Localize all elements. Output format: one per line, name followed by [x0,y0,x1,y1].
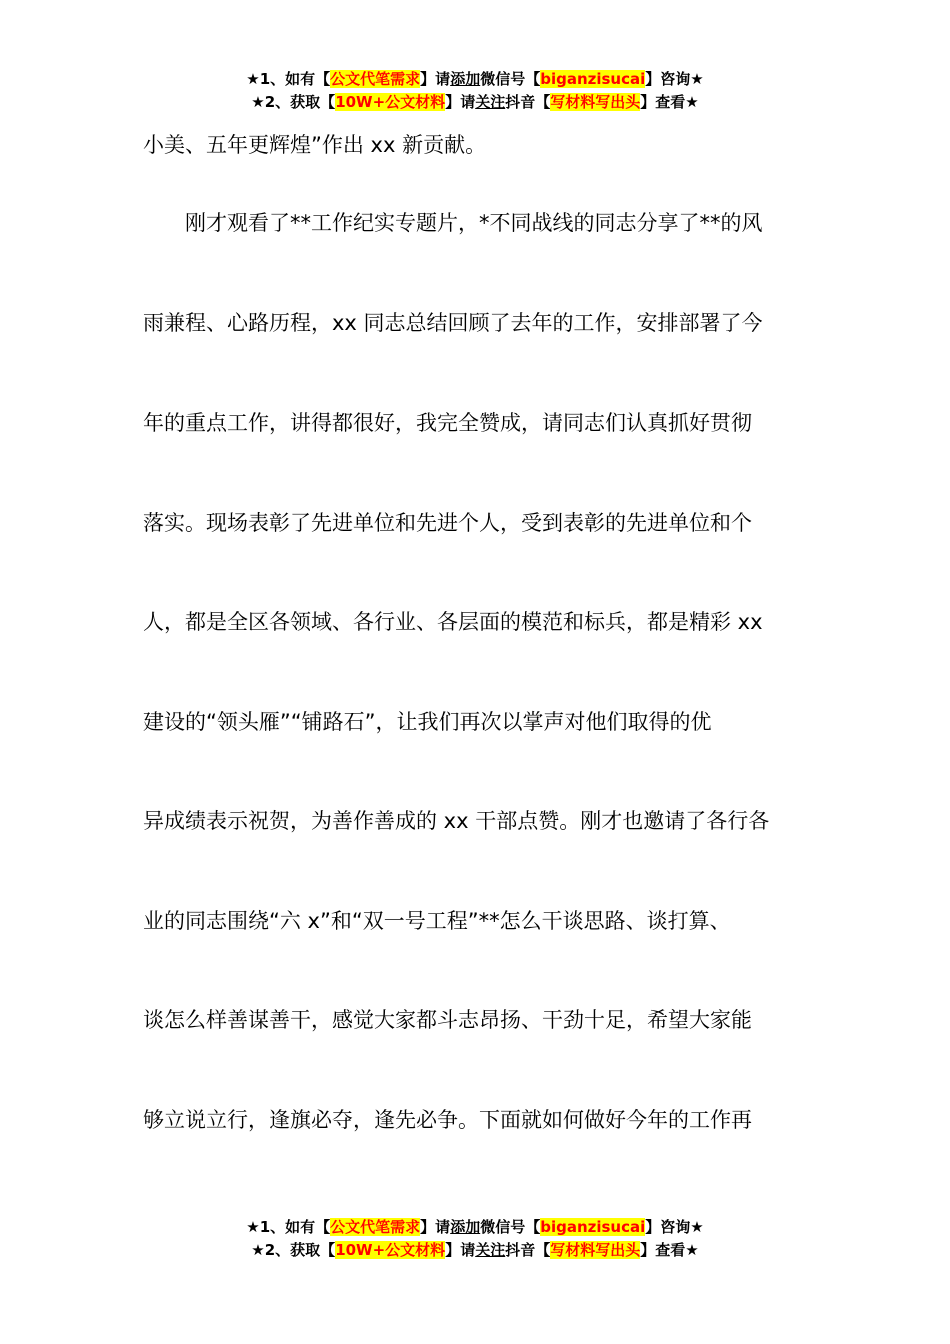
banner-underline: 添加 [450,1218,481,1236]
body-line: 业的同志围绕“六 x”和“双一号工程”**怎么干谈思路、谈打算、 [143,909,731,933]
body-line: 小美、五年更辉煌”作出 xx 新贡献。 [143,133,487,157]
banner-text: 】咨询★ [645,70,704,88]
body-line: 刚才观看了**工作纪实专题片，*不同战线的同志分享了**的风 [143,211,763,235]
banner-highlight: 写材料写出头 [550,93,641,111]
banner-highlight: biganzisucai [540,1218,646,1236]
banner-line-1 [0,1216,950,1239]
body-line: 异成绩表示祝贺，为善作善成的 xx 干部点赞。刚才也邀请了各行各 [143,809,770,833]
banner-line-2 [0,91,950,114]
body-line: 建设的“领头雁”“铺路石”，让我们再次以掌声对他们取得的优 [143,710,712,734]
banner-text: 微信号【 [480,1218,541,1236]
banner-text: 】查看★ [640,1241,699,1259]
banner-underline: 关注 [475,1241,506,1259]
banner-text: 微信号【 [480,70,541,88]
banner-text: 】咨询★ [645,1218,704,1236]
banner-highlight: 公文代笔需求 [330,1218,421,1236]
banner-highlight: 写材料写出头 [550,1241,641,1259]
banner-underline: 添加 [450,70,481,88]
banner-text: 】查看★ [640,93,699,111]
header-banner [0,68,950,114]
banner-highlight: biganzisucai [540,70,646,88]
body-line: 够立说立行，逢旗必夺，逢先必争。下面就如何做好今年的工作再 [143,1108,752,1132]
body-line: 年的重点工作，讲得都很好，我完全赞成，请同志们认真抓好贯彻 [143,411,752,435]
banner-text: 抖音【 [505,93,551,111]
banner-text: ★1、如有【 [246,1218,331,1236]
banner-text: ★2、获取【 [251,1241,336,1259]
banner-text: 】请 [420,70,451,88]
banner-text: 】请 [445,1241,476,1259]
banner-highlight: 10W+公文材料 [335,93,446,111]
banner-underline: 关注 [475,93,506,111]
body-line: 雨兼程、心路历程，xx 同志总结回顾了去年的工作，安排部署了今 [143,311,763,335]
banner-highlight: 公文代笔需求 [330,70,421,88]
body-line: 人，都是全区各领域、各行业、各层面的模范和标兵，都是精彩 xx [143,610,763,634]
banner-text: 】请 [445,93,476,111]
banner-highlight: 10W+公文材料 [335,1241,446,1259]
banner-line-1 [0,68,950,91]
body-line: 落实。现场表彰了先进单位和先进个人，受到表彰的先进单位和个 [143,511,752,535]
footer-banner [0,1216,950,1262]
banner-text: 】请 [420,1218,451,1236]
banner-text: ★1、如有【 [246,70,331,88]
body-line: 谈怎么样善谋善干，感觉大家都斗志昂扬、干劲十足，希望大家能 [143,1008,752,1032]
banner-line-2 [0,1239,950,1262]
banner-text: 抖音【 [505,1241,551,1259]
banner-text: ★2、获取【 [251,93,336,111]
